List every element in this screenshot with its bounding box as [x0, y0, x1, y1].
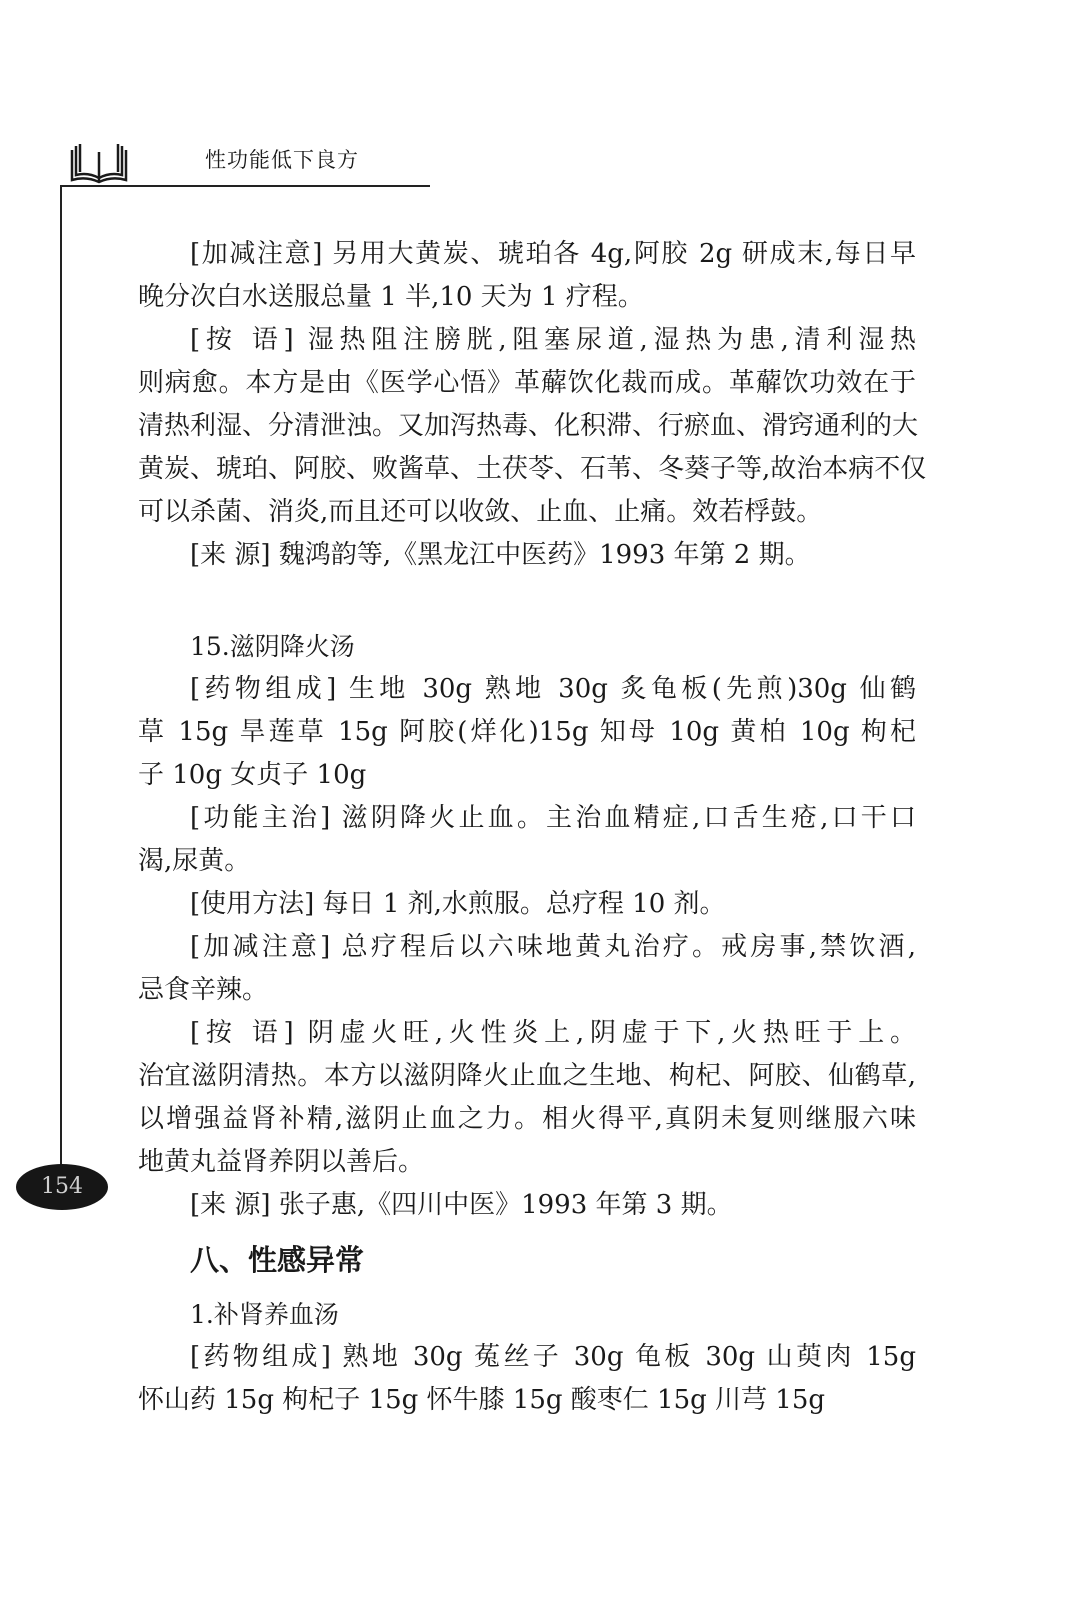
paragraph-gap [138, 577, 916, 625]
body-text-line: 清热利湿、分清泄浊。又加泻热毒、化积滞、行瘀血、滑窍通利的大 [138, 411, 919, 441]
body-text-line: 怀山药 15g 枸杞子 15g 怀牛膝 15g 酸枣仁 15g 川芎 15g [138, 1385, 826, 1415]
open-book-icon [66, 142, 132, 186]
body-text-line: [加减注意] 另用大黄炭、琥珀各 4g,阿胶 2g 研成末,每日早 [190, 239, 916, 269]
header-rule [60, 185, 430, 187]
body-text-line: 黄炭、琥珀、阿胶、败酱草、土茯苓、石苇、冬葵子等,故治本病不仅 [138, 454, 927, 484]
body-text-line: [加减注意] 总疗程后以六味地黄丸治疗。戒房事,禁饮酒, [190, 932, 916, 962]
body-text-line: [使用方法] 每日 1 剂,水煎服。总疗程 10 剂。 [190, 889, 726, 919]
body-text-line: 草 15g 旱莲草 15g 阿胶(烊化)15g 知母 10g 黄柏 10g 枸杞 [138, 717, 916, 747]
body-text-line: 地黄丸益肾养阴以善后。 [138, 1147, 425, 1177]
body-text-line: 忌食辛辣。 [138, 975, 269, 1005]
body-text-line: 治宜滋阴清热。本方以滋阴降火止血之生地、枸杞、阿胶、仙鹤草, [138, 1061, 916, 1091]
body-text-line: 晚分次白水送服总量 1 半,10 天为 1 疗程。 [138, 282, 644, 312]
recipe-heading: 15.滋阴降火汤 [190, 632, 355, 661]
body-text-line: [药物组成] 熟地 30g 菟丝子 30g 龟板 30g 山萸肉 15g [190, 1342, 916, 1372]
body-text-line: 渴,尿黄。 [138, 846, 251, 876]
body-text-line: [来 源] 魏鸿韵等,《黑龙江中医药》1993 年第 2 期。 [190, 540, 811, 570]
margin-rule [60, 185, 62, 1185]
body-text-line: 以增强益肾补精,滋阴止血之力。相火得平,真阴未复则继服六味 [138, 1104, 916, 1134]
body-text-line: [按 语] 湿热阻注膀胱,阻塞尿道,湿热为患,清利湿热 [190, 325, 916, 355]
body-text-line: [来 源] 张子惠,《四川中医》1993 年第 3 期。 [190, 1190, 733, 1220]
body-text-line: [功能主治] 滋阴降火止血。主治血精症,口舌生疮,口干口 [190, 803, 916, 833]
body-text-line: [按 语] 阴虚火旺,火性炎上,阴虚于下,火热旺于上。 [190, 1018, 916, 1048]
recipe-heading: 1.补肾养血汤 [190, 1300, 339, 1329]
section-heading: 八、性感异常 [190, 1243, 365, 1277]
body-text-line: 子 10g 女贞子 10g [138, 760, 367, 790]
page-body [138, 233, 927, 1422]
body-text-line: 则病愈。本方是由《医学心悟》革薢饮化裁而成。革薢饮功效在于 [138, 368, 916, 398]
body-text-line: [药物组成] 生地 30g 熟地 30g 炙龟板(先煎)30g 仙鹤 [190, 674, 916, 704]
page-number: 154 [16, 1164, 108, 1210]
running-header-title: 性功能低下良方 [205, 148, 359, 172]
body-text-line: 可以杀菌、消炎,而且还可以收敛、止血、止痛。效若桴鼓。 [138, 497, 823, 527]
